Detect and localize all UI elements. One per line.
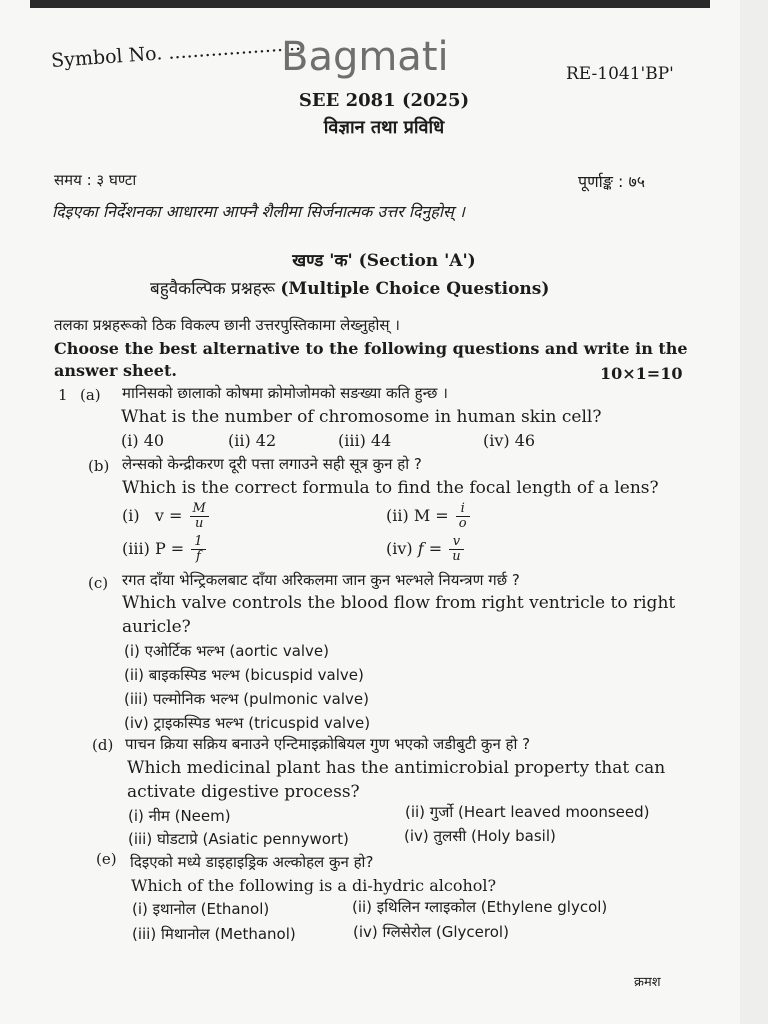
question-b-option-i: (i) v = $\frac{M}{u}$ xyxy=(122,502,209,531)
question-b-label: (b) xyxy=(88,457,110,475)
fraction: $\frac{v}{u}$ xyxy=(449,535,463,564)
instruction-nepali: तलका प्रश्नहरूको ठिक विकल्प छानी उत्तरपुस्तिकामा लेख्नुहोस् । xyxy=(54,316,400,334)
time-allowed: समय : ३ घण्टा xyxy=(54,171,137,189)
question-c-nepali: रगत दाँया भेन्ट्रिकलबाट दाँया अरिकलमा जान कुन भल्भले नियन्त्रण गर्छ ? xyxy=(122,571,520,589)
question-d-option-i: (i) नीम (Neem) xyxy=(128,807,231,825)
question-d-option-iii: (iii) घोडटाप्रे (Asiatic pennywort) xyxy=(128,830,349,848)
question-c-english-line1: Which valve controls the blood flow from right ventricle to right xyxy=(122,593,676,613)
fraction: $\frac{1}{f}$ xyxy=(191,535,205,564)
question-b-option-iv: (iv) f = $\frac{v}{u}$ xyxy=(386,535,464,564)
question-a-option-i: (i) 40 xyxy=(121,431,165,450)
symbol-number-field: Symbol No. ...................... xyxy=(50,32,302,72)
question-e-option-i: (i) इथानोल (Ethanol) xyxy=(132,900,270,918)
question-c-option-iii: (iii) पल्मोनिक भल्भ (pulmonic valve) xyxy=(124,690,369,708)
full-marks: पूर्णाङ्क : ७५ xyxy=(578,172,646,191)
question-e-nepali: दिइएको मध्ये डाइहाइड्रिक अल्कोहल कुन हो? xyxy=(130,853,374,871)
section-title: खण्ड 'क' (Section 'A') xyxy=(292,251,476,271)
question-a-english: What is the number of chromosome in human skin cell? xyxy=(121,407,602,427)
question-b-nepali: लेन्सको केन्द्रीकरण दूरी पत्ता लगाउने सही सूत्र कुन हो ? xyxy=(122,455,422,473)
question-c-option-ii: (ii) बाइकस्पिड भल्भ (bicuspid valve) xyxy=(124,666,364,684)
question-a-option-ii: (ii) 42 xyxy=(228,431,277,450)
question-b-option-ii: (ii) M = $\frac{i}{o}$ xyxy=(386,502,470,531)
fraction: $\frac{M}{u}$ xyxy=(190,502,209,531)
question-d-english-line2: activate digestive process? xyxy=(127,782,360,802)
section-subtitle xyxy=(150,276,549,299)
question-e-label: (e) xyxy=(96,850,117,868)
question-a-option-iv: (iv) 46 xyxy=(483,431,536,450)
subtitle-english: (Multiple Choice Questions) xyxy=(280,279,550,299)
question-a-nepali: मानिसको छालाको कोषमा क्रोमोजोमको सङख्या कति हुन्छ । xyxy=(122,384,448,402)
section-marks: 10×1=10 xyxy=(600,364,683,383)
question-d-option-ii: (ii) गुर्जो (Heart leaved moonseed) xyxy=(405,803,650,821)
question-a-option-iii: (iii) 44 xyxy=(338,431,392,450)
general-instruction: दिइएका निर्देशनका आधारमा आफ्नै शैलीमा सिर्जनात्मक उत्तर दिनुहोस् । xyxy=(52,202,465,221)
question-e-english: Which of the following is a di-hydric alcohol? xyxy=(131,876,497,895)
question-d-nepali: पाचन क्रिया सक्रिय बनाउने एन्टिमाइक्रोबियल गुण भएको जडीबुटी कुन हो ? xyxy=(125,735,531,753)
question-c-option-iv: (iv) ट्राइकस्पिड भल्भ (tricuspid valve) xyxy=(124,714,371,732)
continued-note: क्रमश xyxy=(634,975,661,990)
question-d-label: (d) xyxy=(92,736,114,754)
question-number: 1 xyxy=(58,386,68,404)
question-e-option-iv: (iv) ग्लिसेरोल (Glycerol) xyxy=(353,923,509,941)
fraction: $\frac{i}{o}$ xyxy=(456,502,470,531)
question-b-option-iii: (iii) P = $\frac{1}{f}$ xyxy=(122,535,206,564)
paper-code: RE-1041'BP' xyxy=(566,64,674,84)
question-c-english-line2: auricle? xyxy=(122,617,191,637)
question-b-english: Which is the correct formula to find the focal length of a lens? xyxy=(122,478,659,498)
question-c-option-i: (i) एओर्टिक भल्भ (aortic valve) xyxy=(124,642,330,660)
scan-edge xyxy=(30,0,710,8)
instruction-english-line2: answer sheet. xyxy=(54,361,177,380)
paper-edge xyxy=(740,0,768,1024)
question-a-label: (a) xyxy=(80,386,101,404)
instruction-english-line1: Choose the best alternative to the following questions and write in the xyxy=(54,339,688,358)
watermark: Bagmati xyxy=(281,34,449,80)
exam-title: SEE 2081 (2025) xyxy=(298,90,470,111)
subtitle-nepali: बहुवैकल्पिक प्रश्नहरू xyxy=(150,279,275,299)
question-e-option-ii: (ii) इथिलिन ग्लाइकोल (Ethylene glycol) xyxy=(352,898,608,916)
question-d-english-line1: Which medicinal plant has the antimicrobial property that can xyxy=(127,758,666,778)
question-c-label: (c) xyxy=(88,574,109,592)
question-d-option-iv: (iv) तुलसी (Holy basil) xyxy=(404,827,556,845)
subject-title: विज्ञान तथा प्रविधि xyxy=(323,117,445,138)
question-e-option-iii: (iii) मिथानोल (Methanol) xyxy=(132,925,296,943)
